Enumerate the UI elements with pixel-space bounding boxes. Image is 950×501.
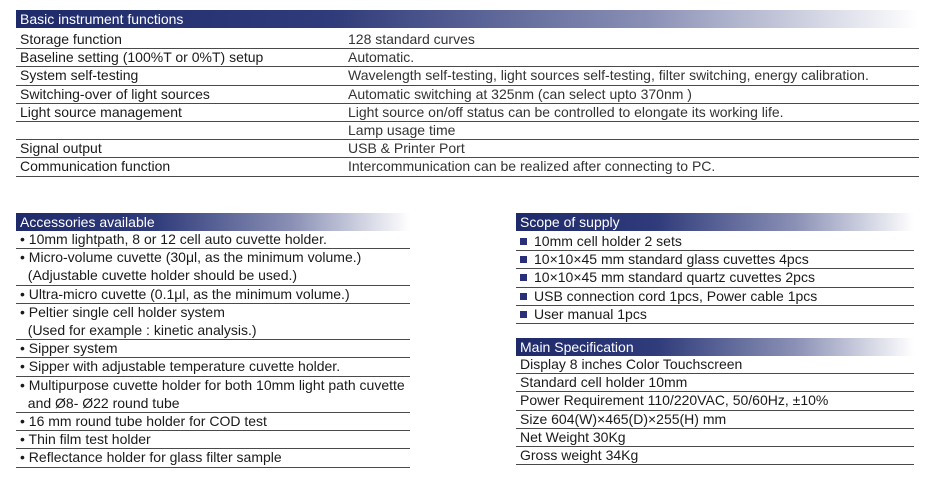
scope-item-text: 10×10×45 mm standard quartz cuvettes 2pcs [534,269,815,286]
accessory-text: • 16 mm round tube holder for COD test [20,413,267,429]
spec-item-text: Standard cell holder 10mm [520,374,688,391]
row-value: Wavelength self-testing, light sources self-testing, filter switching, energy calibration. [348,67,869,84]
basic-row-storage [16,31,919,49]
spec-item-text: Size 604(W)×465(D)×255(H) mm [520,410,727,427]
scope-item [516,251,914,269]
accessory-line [16,267,410,285]
accessory-text: • Multipurpose cuvette holder for both 10mm light path cuvette [20,376,405,393]
row-label: Light source management [20,103,182,120]
accessory-text: • Thin film test holder [20,431,151,448]
row-value: Automatic. [348,49,415,66]
accessory-text: • Peltier single cell holder system [20,303,225,320]
spec-item-text: Net Weight 30Kg [520,428,626,445]
basic-row-light-management [16,104,919,122]
basic-row-lamp-usage [16,122,919,140]
basic-functions-header: Basic instrument functions [16,10,918,28]
scope-header: Scope of supply [516,213,914,231]
accessory-text: (Adjustable cuvette holder should be used.) [20,267,298,284]
scope-item-text: 10mm cell holder 2 sets [534,233,682,249]
accessory-line [16,322,410,340]
basic-row-communication [16,158,919,176]
scope-item [516,233,914,251]
row-value: Light source on/off status can be controlled to elongate its working life. [348,103,784,120]
scope-item-text: USB connection cord 1pcs, Power cable 1pcs [534,287,818,304]
accessory-text: • Sipper with adjustable temperature cuvette holder. [20,358,341,375]
row-label: System self-testing [20,67,139,84]
row-value: Lamp usage time [348,122,456,138]
square-bullet-icon [520,238,527,245]
basic-row-baseline [16,49,919,67]
accessory-line [16,431,410,449]
row-value: Intercommunication can be realized after connecting to PC. [348,158,716,175]
scope-item-text: 10×10×45 mm standard glass cuvettes 4pcs [534,251,809,268]
accessory-line [16,358,410,376]
basic-row-light-switching [16,86,919,104]
row-label: Signal output [20,140,102,157]
row-label: Storage function [20,31,122,47]
scope-item [516,288,914,306]
row-value: Automatic switching at 325nm (can select upto 370nm ) [348,85,692,102]
accessory-line [16,286,410,304]
spec-item-text: Gross weight 34Kg [520,447,639,463]
accessory-line [16,304,410,322]
square-bullet-icon [520,256,527,263]
spec-item [516,392,914,410]
spec-item [516,447,914,465]
spec-item-text: Power Requirement 110/220VAC, 50/60Hz, ±10% [520,392,829,409]
spec-item [516,356,914,374]
accessory-text: • Reflectance holder for glass filter sample [20,449,282,466]
accessories-header: Accessories available [16,213,410,231]
accessory-text: • Micro-volume cuvette (30μl, as the minimum volume.) [20,249,362,266]
spec-item [516,411,914,429]
spec-item [516,429,914,447]
square-bullet-icon [520,293,527,300]
row-value: 128 standard curves [348,31,475,47]
basic-row-self-testing [16,67,919,85]
scope-item [516,306,914,324]
basic-row-signal-output [16,140,919,158]
row-label: Baseline setting (100%T or 0%T) setup [20,49,264,66]
accessory-text: and Ø8- Ø22 round tube [20,394,180,411]
accessory-line [16,340,410,358]
accessory-text: • 10mm lightpath, 8 or 12 cell auto cuvette holder. [20,231,327,247]
accessory-line [16,449,410,467]
square-bullet-icon [520,311,527,318]
spec-item [516,374,914,392]
row-value: USB & Printer Port [348,140,465,157]
spec-header: Main Specification [516,338,914,356]
spec-item-text: Display 8 inches Color Touchscreen [520,356,743,372]
row-label: Switching-over of light sources [20,85,210,102]
scope-item [516,269,914,287]
accessory-text: (Used for example : kinetic analysis.) [20,322,257,338]
square-bullet-icon [520,274,527,281]
accessory-line [16,231,410,249]
row-label: Communication function [20,158,171,175]
accessory-line [16,395,410,413]
accessory-text: • Sipper system [20,340,118,357]
accessory-line [16,413,410,431]
accessory-line [16,377,410,395]
accessory-text: • Ultra-micro cuvette (0.1μl, as the minimum volume.) [20,285,350,302]
scope-item-text: User manual 1pcs [534,305,647,322]
accessory-line [16,249,410,267]
